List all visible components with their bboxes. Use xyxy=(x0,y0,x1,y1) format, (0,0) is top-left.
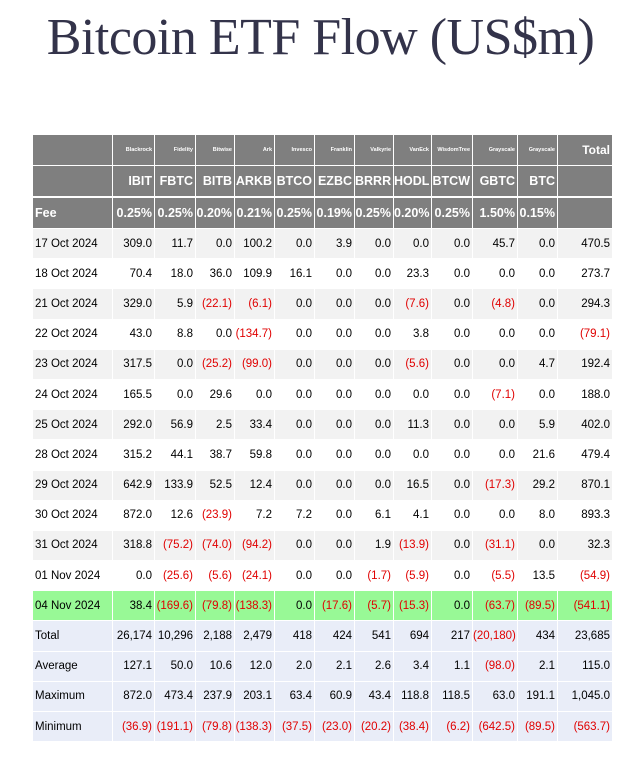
table-row xyxy=(33,591,613,621)
ticker-cell-0 xyxy=(33,166,113,198)
stat-row xyxy=(33,712,613,742)
table-row xyxy=(33,319,613,349)
flow-cell-12: 32.3 xyxy=(558,530,613,560)
flow-cell-5: 0.0 xyxy=(275,379,315,409)
flow-cell-4: (134.7) xyxy=(235,319,275,349)
flow-cell-7: 0.0 xyxy=(355,259,394,289)
stat-cell-2: 50.0 xyxy=(155,651,196,681)
flow-cell-11: 0.0 xyxy=(518,319,558,349)
ticker-cell-10: GBTC xyxy=(473,166,518,198)
flow-cell-9: 0.0 xyxy=(432,500,473,530)
flow-cell-0: 04 Nov 2024 xyxy=(33,591,113,621)
flow-cell-5: 0.0 xyxy=(275,289,315,319)
page-title: Bitcoin ETF Flow (US$m) xyxy=(46,9,595,66)
flow-cell-6: 0.0 xyxy=(315,289,355,319)
flow-cell-4: (138.3) xyxy=(235,591,275,621)
fee-cell-3: 0.20% xyxy=(196,197,235,229)
header-fee-row xyxy=(33,197,613,229)
provider-cell-8: VanEck xyxy=(394,135,432,166)
flow-cell-5: 0.0 xyxy=(275,410,315,440)
flow-cell-2: 5.9 xyxy=(155,289,196,319)
stat-cell-2: 473.4 xyxy=(155,681,196,711)
flow-cell-7: 0.0 xyxy=(355,440,394,470)
provider-cell-11: Grayscale xyxy=(518,135,558,166)
flow-cell-11: 13.5 xyxy=(518,561,558,591)
flow-cell-7: (1.7) xyxy=(355,561,394,591)
flow-cell-8: (15.3) xyxy=(394,591,432,621)
stat-cell-10: (642.5) xyxy=(473,712,518,742)
flow-cell-11: 0.0 xyxy=(518,229,558,259)
flow-cell-9: 0.0 xyxy=(432,440,473,470)
stat-cell-1: 26,174 xyxy=(113,621,155,651)
flow-cell-4: (24.1) xyxy=(235,561,275,591)
flow-cell-7: 0.0 xyxy=(355,470,394,500)
flow-cell-11: 21.6 xyxy=(518,440,558,470)
flow-cell-7: 6.1 xyxy=(355,500,394,530)
flow-cell-7: 0.0 xyxy=(355,319,394,349)
flow-cell-2: 133.9 xyxy=(155,470,196,500)
stat-cell-6: 60.9 xyxy=(315,681,355,711)
ticker-cell-12 xyxy=(558,166,613,198)
ticker-cell-7: BRRR xyxy=(355,166,394,198)
table-row xyxy=(33,229,613,259)
flow-cell-1: 642.9 xyxy=(113,470,155,500)
flow-cell-2: 44.1 xyxy=(155,440,196,470)
header-provider-row xyxy=(33,135,613,166)
flow-cell-3: 2.5 xyxy=(196,410,235,440)
provider-cell-1: Blackrock xyxy=(113,135,155,166)
flow-cell-8: 23.3 xyxy=(394,259,432,289)
flow-cell-7: 1.9 xyxy=(355,530,394,560)
flow-cell-6: 0.0 xyxy=(315,470,355,500)
stat-cell-1: 127.1 xyxy=(113,651,155,681)
stat-cell-8: 694 xyxy=(394,621,432,651)
header-ticker-row xyxy=(33,166,613,198)
flow-cell-10: 0.0 xyxy=(473,410,518,440)
table-row xyxy=(33,410,613,440)
stat-cell-5: 2.0 xyxy=(275,651,315,681)
flow-cell-10: 0.0 xyxy=(473,349,518,379)
stat-cell-12: 1,045.0 xyxy=(558,681,613,711)
flow-cell-0: 31 Oct 2024 xyxy=(33,530,113,560)
flow-cell-11: 0.0 xyxy=(518,530,558,560)
provider-cell-6: Franklin xyxy=(315,135,355,166)
stat-row xyxy=(33,621,613,651)
flow-cell-7: 0.0 xyxy=(355,229,394,259)
flow-cell-5: 0.0 xyxy=(275,229,315,259)
stat-cell-2: 10,296 xyxy=(155,621,196,651)
flow-cell-9: 0.0 xyxy=(432,319,473,349)
flow-cell-2: 0.0 xyxy=(155,379,196,409)
flow-cell-0: 01 Nov 2024 xyxy=(33,561,113,591)
flow-cell-4: (94.2) xyxy=(235,530,275,560)
provider-cell-5: Invesco xyxy=(275,135,315,166)
flow-cell-1: 38.4 xyxy=(113,591,155,621)
stat-row xyxy=(33,651,613,681)
stat-cell-4: 12.0 xyxy=(235,651,275,681)
flow-cell-8: 0.0 xyxy=(394,229,432,259)
flow-cell-3: 0.0 xyxy=(196,319,235,349)
stat-cell-12: (563.7) xyxy=(558,712,613,742)
flow-cell-1: 329.0 xyxy=(113,289,155,319)
flow-cell-10: 0.0 xyxy=(473,500,518,530)
flow-cell-3: (79.8) xyxy=(196,591,235,621)
flow-cell-9: 0.0 xyxy=(432,561,473,591)
fee-cell-6: 0.19% xyxy=(315,197,355,229)
stat-cell-6: (23.0) xyxy=(315,712,355,742)
flow-cell-2: 56.9 xyxy=(155,410,196,440)
stat-cell-12: 115.0 xyxy=(558,651,613,681)
stat-cell-9: (6.2) xyxy=(432,712,473,742)
flow-cell-12: 188.0 xyxy=(558,379,613,409)
flow-cell-0: 21 Oct 2024 xyxy=(33,289,113,319)
flow-cell-1: 70.4 xyxy=(113,259,155,289)
flow-cell-0: 22 Oct 2024 xyxy=(33,319,113,349)
stat-cell-10: (98.0) xyxy=(473,651,518,681)
flow-cell-11: 29.2 xyxy=(518,470,558,500)
flow-cell-2: (25.6) xyxy=(155,561,196,591)
flow-cell-1: 318.8 xyxy=(113,530,155,560)
fee-cell-1: 0.25% xyxy=(113,197,155,229)
flow-cell-2: (169.6) xyxy=(155,591,196,621)
flow-cell-1: 43.0 xyxy=(113,319,155,349)
stat-cell-1: (36.9) xyxy=(113,712,155,742)
flow-cell-5: 0.0 xyxy=(275,470,315,500)
flow-cell-1: 872.0 xyxy=(113,500,155,530)
flow-cell-4: 109.9 xyxy=(235,259,275,289)
flow-cell-12: 402.0 xyxy=(558,410,613,440)
flow-cell-12: 893.3 xyxy=(558,500,613,530)
flow-cell-12: (54.9) xyxy=(558,561,613,591)
stat-cell-11: 2.1 xyxy=(518,651,558,681)
stat-cell-7: 2.6 xyxy=(355,651,394,681)
table-row xyxy=(33,561,613,591)
flow-cell-6: 0.0 xyxy=(315,530,355,560)
stat-cell-0: Maximum xyxy=(33,681,113,711)
flow-cell-9: 0.0 xyxy=(432,289,473,319)
stat-cell-0: Minimum xyxy=(33,712,113,742)
flow-cell-10: 0.0 xyxy=(473,319,518,349)
stat-cell-0: Average xyxy=(33,651,113,681)
stat-cell-4: (138.3) xyxy=(235,712,275,742)
flow-cell-7: 0.0 xyxy=(355,379,394,409)
stat-cell-0: Total xyxy=(33,621,113,651)
flow-cell-3: (5.6) xyxy=(196,561,235,591)
stat-row xyxy=(33,681,613,711)
stat-cell-9: 217 xyxy=(432,621,473,651)
ticker-cell-1: IBIT xyxy=(113,166,155,198)
stat-cell-10: 63.0 xyxy=(473,681,518,711)
flow-cell-0: 23 Oct 2024 xyxy=(33,349,113,379)
provider-cell-4: Ark xyxy=(235,135,275,166)
ticker-cell-4: ARKB xyxy=(235,166,275,198)
flow-cell-10: (31.1) xyxy=(473,530,518,560)
flow-cell-10: 45.7 xyxy=(473,229,518,259)
flow-cell-3: 52.5 xyxy=(196,470,235,500)
flow-cell-7: 0.0 xyxy=(355,410,394,440)
flow-cell-10: (5.5) xyxy=(473,561,518,591)
etf-flow-table xyxy=(32,134,613,742)
flow-cell-8: (5.6) xyxy=(394,349,432,379)
flow-cell-9: 0.0 xyxy=(432,259,473,289)
fee-cell-12 xyxy=(558,197,613,229)
flow-cell-0: 29 Oct 2024 xyxy=(33,470,113,500)
flow-cell-2: 8.8 xyxy=(155,319,196,349)
stat-cell-7: (20.2) xyxy=(355,712,394,742)
flow-cell-12: (541.1) xyxy=(558,591,613,621)
flow-cell-4: 12.4 xyxy=(235,470,275,500)
flow-cell-8: 0.0 xyxy=(394,379,432,409)
stat-cell-7: 541 xyxy=(355,621,394,651)
stat-cell-6: 424 xyxy=(315,621,355,651)
stat-cell-8: (38.4) xyxy=(394,712,432,742)
flow-cell-8: (13.9) xyxy=(394,530,432,560)
stat-cell-5: 418 xyxy=(275,621,315,651)
flow-cell-12: (79.1) xyxy=(558,319,613,349)
stat-cell-11: (89.5) xyxy=(518,712,558,742)
flow-cell-5: 0.0 xyxy=(275,319,315,349)
flow-cell-11: 0.0 xyxy=(518,289,558,319)
flow-cell-11: 5.9 xyxy=(518,410,558,440)
flow-cell-8: 0.0 xyxy=(394,440,432,470)
flow-cell-10: (4.8) xyxy=(473,289,518,319)
flow-cell-6: 0.0 xyxy=(315,500,355,530)
flow-cell-10: (7.1) xyxy=(473,379,518,409)
table-row xyxy=(33,500,613,530)
table-row xyxy=(33,259,613,289)
flow-cell-3: 38.7 xyxy=(196,440,235,470)
flow-cell-9: 0.0 xyxy=(432,591,473,621)
table-row xyxy=(33,470,613,500)
flow-cell-8: 3.8 xyxy=(394,319,432,349)
stat-cell-6: 2.1 xyxy=(315,651,355,681)
table-row xyxy=(33,440,613,470)
flow-cell-3: (23.9) xyxy=(196,500,235,530)
provider-cell-7: Valkyrie xyxy=(355,135,394,166)
flow-cell-1: 292.0 xyxy=(113,410,155,440)
flow-cell-7: 0.0 xyxy=(355,289,394,319)
flow-cell-4: (99.0) xyxy=(235,349,275,379)
flow-cell-1: 0.0 xyxy=(113,561,155,591)
flow-cell-0: 18 Oct 2024 xyxy=(33,259,113,289)
flow-cell-4: 7.2 xyxy=(235,500,275,530)
flow-cell-2: 12.6 xyxy=(155,500,196,530)
flow-cell-2: 0.0 xyxy=(155,349,196,379)
flow-cell-5: 16.1 xyxy=(275,259,315,289)
fee-cell-8: 0.20% xyxy=(394,197,432,229)
provider-cell-12: Total xyxy=(558,135,613,166)
flow-cell-7: (5.7) xyxy=(355,591,394,621)
flow-cell-3: (22.1) xyxy=(196,289,235,319)
ticker-cell-9: BTCW xyxy=(432,166,473,198)
flow-cell-11: 0.0 xyxy=(518,259,558,289)
flow-cell-12: 192.4 xyxy=(558,349,613,379)
flow-cell-3: 0.0 xyxy=(196,229,235,259)
flow-cell-0: 30 Oct 2024 xyxy=(33,500,113,530)
flow-cell-3: 36.0 xyxy=(196,259,235,289)
stat-cell-11: 434 xyxy=(518,621,558,651)
flow-cell-4: (6.1) xyxy=(235,289,275,319)
stat-cell-3: 237.9 xyxy=(196,681,235,711)
ticker-cell-11: BTC xyxy=(518,166,558,198)
flow-cell-4: 59.8 xyxy=(235,440,275,470)
fee-cell-10: 1.50% xyxy=(473,197,518,229)
stat-cell-5: (37.5) xyxy=(275,712,315,742)
flow-cell-9: 0.0 xyxy=(432,349,473,379)
flow-cell-11: (89.5) xyxy=(518,591,558,621)
table-row xyxy=(33,349,613,379)
flow-cell-11: 4.7 xyxy=(518,349,558,379)
flow-cell-2: (75.2) xyxy=(155,530,196,560)
stat-cell-7: 43.4 xyxy=(355,681,394,711)
fee-cell-4: 0.21% xyxy=(235,197,275,229)
provider-cell-2: Fidelity xyxy=(155,135,196,166)
flow-cell-4: 100.2 xyxy=(235,229,275,259)
flow-cell-5: 7.2 xyxy=(275,500,315,530)
stat-cell-2: (191.1) xyxy=(155,712,196,742)
stat-cell-1: 872.0 xyxy=(113,681,155,711)
flow-cell-0: 25 Oct 2024 xyxy=(33,410,113,440)
flow-cell-10: 0.0 xyxy=(473,440,518,470)
fee-cell-0: Fee xyxy=(33,197,113,229)
flow-cell-8: 11.3 xyxy=(394,410,432,440)
fee-cell-9: 0.25% xyxy=(432,197,473,229)
stat-cell-8: 3.4 xyxy=(394,651,432,681)
stat-cell-5: 63.4 xyxy=(275,681,315,711)
ticker-cell-5: BTCO xyxy=(275,166,315,198)
flow-cell-10: (17.3) xyxy=(473,470,518,500)
flow-cell-5: 0.0 xyxy=(275,349,315,379)
flow-cell-9: 0.0 xyxy=(432,379,473,409)
flow-cell-0: 24 Oct 2024 xyxy=(33,379,113,409)
flow-cell-12: 470.5 xyxy=(558,229,613,259)
flow-cell-9: 0.0 xyxy=(432,410,473,440)
flow-cell-2: 18.0 xyxy=(155,259,196,289)
flow-cell-6: (17.6) xyxy=(315,591,355,621)
flow-cell-5: 0.0 xyxy=(275,530,315,560)
fee-cell-5: 0.25% xyxy=(275,197,315,229)
flow-cell-3: 29.6 xyxy=(196,379,235,409)
flow-cell-2: 11.7 xyxy=(155,229,196,259)
flow-cell-5: 0.0 xyxy=(275,561,315,591)
flow-cell-3: (74.0) xyxy=(196,530,235,560)
flow-cell-12: 273.7 xyxy=(558,259,613,289)
fee-cell-7: 0.25% xyxy=(355,197,394,229)
flow-cell-3: (25.2) xyxy=(196,349,235,379)
flow-cell-8: (7.6) xyxy=(394,289,432,319)
flow-cell-1: 165.5 xyxy=(113,379,155,409)
flow-cell-5: 0.0 xyxy=(275,591,315,621)
fee-cell-2: 0.25% xyxy=(155,197,196,229)
stat-cell-3: 2,188 xyxy=(196,621,235,651)
flow-cell-6: 0.0 xyxy=(315,379,355,409)
stat-cell-10: (20,180) xyxy=(473,621,518,651)
provider-cell-9: WisdomTree xyxy=(432,135,473,166)
flow-cell-6: 3.9 xyxy=(315,229,355,259)
provider-cell-3: Bitwise xyxy=(196,135,235,166)
flow-cell-1: 317.5 xyxy=(113,349,155,379)
flow-cell-10: (63.7) xyxy=(473,591,518,621)
provider-cell-0 xyxy=(33,135,113,166)
flow-cell-8: 16.5 xyxy=(394,470,432,500)
flow-cell-8: (5.9) xyxy=(394,561,432,591)
flow-cell-6: 0.0 xyxy=(315,561,355,591)
ticker-cell-8: HODL xyxy=(394,166,432,198)
flow-cell-12: 294.3 xyxy=(558,289,613,319)
flow-cell-8: 4.1 xyxy=(394,500,432,530)
stat-cell-3: 10.6 xyxy=(196,651,235,681)
flow-cell-1: 309.0 xyxy=(113,229,155,259)
flow-cell-11: 0.0 xyxy=(518,379,558,409)
ticker-cell-3: BITB xyxy=(196,166,235,198)
flow-cell-9: 0.0 xyxy=(432,470,473,500)
table-row xyxy=(33,289,613,319)
stat-cell-11: 191.1 xyxy=(518,681,558,711)
flow-cell-0: 17 Oct 2024 xyxy=(33,229,113,259)
stat-cell-8: 118.8 xyxy=(394,681,432,711)
stat-cell-4: 203.1 xyxy=(235,681,275,711)
flow-cell-9: 0.0 xyxy=(432,229,473,259)
flow-cell-6: 0.0 xyxy=(315,349,355,379)
flow-cell-12: 479.4 xyxy=(558,440,613,470)
flow-cell-0: 28 Oct 2024 xyxy=(33,440,113,470)
stat-cell-12: 23,685 xyxy=(558,621,613,651)
stat-cell-9: 118.5 xyxy=(432,681,473,711)
flow-cell-12: 870.1 xyxy=(558,470,613,500)
flow-cell-6: 0.0 xyxy=(315,259,355,289)
table-row xyxy=(33,379,613,409)
stat-cell-4: 2,479 xyxy=(235,621,275,651)
stat-cell-9: 1.1 xyxy=(432,651,473,681)
flow-cell-10: 0.0 xyxy=(473,259,518,289)
flow-cell-4: 0.0 xyxy=(235,379,275,409)
ticker-cell-6: EZBC xyxy=(315,166,355,198)
flow-cell-6: 0.0 xyxy=(315,410,355,440)
flow-cell-5: 0.0 xyxy=(275,440,315,470)
flow-cell-7: 0.0 xyxy=(355,349,394,379)
ticker-cell-2: FBTC xyxy=(155,166,196,198)
table-row xyxy=(33,530,613,560)
flow-cell-1: 315.2 xyxy=(113,440,155,470)
stat-cell-3: (79.8) xyxy=(196,712,235,742)
flow-cell-6: 0.0 xyxy=(315,440,355,470)
flow-cell-6: 0.0 xyxy=(315,319,355,349)
flow-cell-11: 8.0 xyxy=(518,500,558,530)
fee-cell-11: 0.15% xyxy=(518,197,558,229)
provider-cell-10: Grayscale xyxy=(473,135,518,166)
flow-cell-4: 33.4 xyxy=(235,410,275,440)
flow-cell-9: 0.0 xyxy=(432,530,473,560)
